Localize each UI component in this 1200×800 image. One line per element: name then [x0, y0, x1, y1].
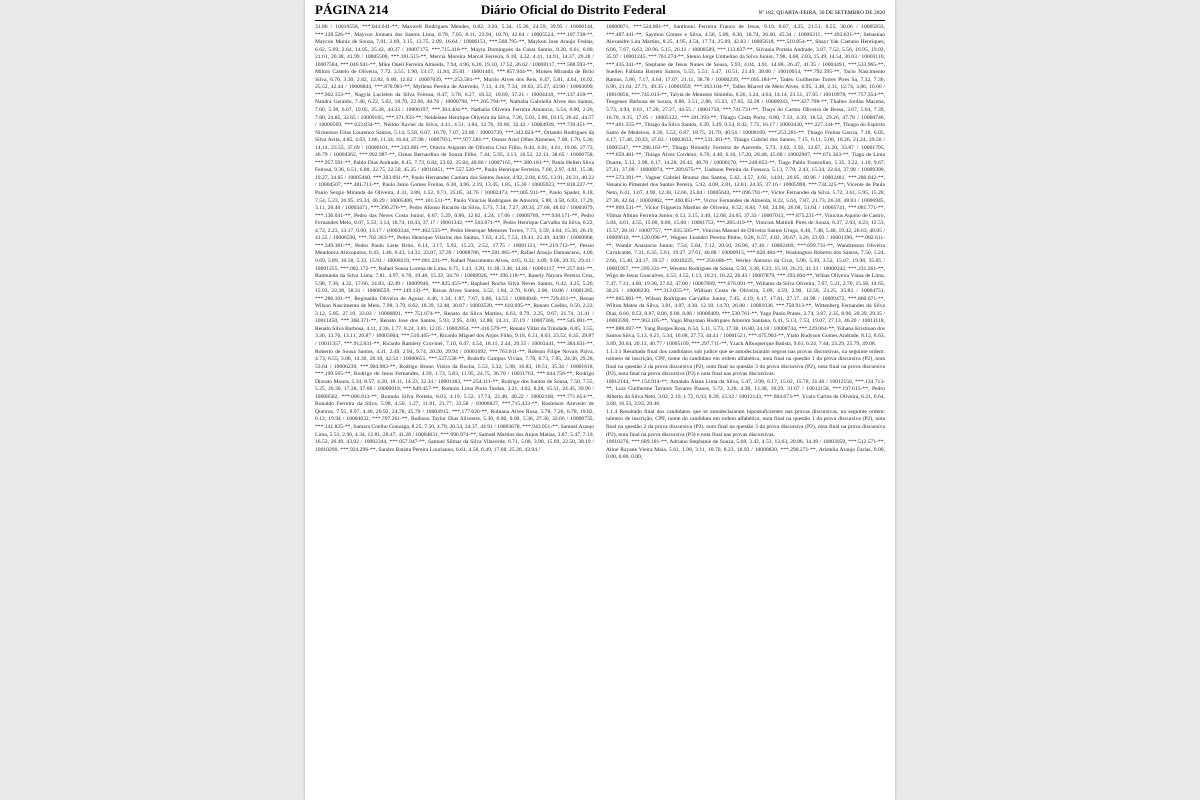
newspaper-page [305, 0, 895, 800]
section-heading-paragraph: 1.1.4 Resultado final dos candidatos que se autodeclararam hipossuficientes nas provas discursivas, na seguinte ordem: número de inscrição, CPF, nome do candidato em ordem alfabética, nota final na questão 1 da prova discursiva (P2), nota final na questão 2 da prova discursiva (P2), nota final na questão 3 da prova discursiva (P2), nota final na prova discursiva (P2), nota final na prova discursiva (P3) e nota final nas provas discursivas. [606, 408, 885, 438]
section-heading-paragraph: 1.1.3.1 Resultado final dos candidatos sub judice que se autodeclararam negros nas provas discursivas, na seguinte ordem: número de inscrição, CPF, nome do candidato em ordem alfabética, nota final na questão 1 da prova discursiva (P2), nota final na questão 2 da prova discursiva (P2), nota final na questão 3 da prova discursiva (P2), nota final na prova discursiva (P2), nota final na prova discursiva (P3) e nota final nas provas discursivas. [606, 348, 885, 378]
text-columns [315, 24, 885, 800]
paragraph: 31.86 / 10010558, ***.044.641-**, Maxwell Rodrigues Mendes, 6.82, 3.20, 5.34, 15.36, 24.59, 39.95 / 10006144, ***.128.526-**, Maycon Jonnata dos Santos Lima, 8.78, 7.05, 8.11, 23.94, 18.70, 42.64 / 10005524, ***.107.738-**, Maycon Muniz de Souza, 7.91, 2.69, 3.15, 13.75, 2.89, 16.64 / 10006151, ***.568.795-**, Maykon Jose Araujo Freitas, 6.62, 5.69, 2.64, 14.95, 25.42, 40.37 / 10007175, ***.715.418-**, Mayra Domingues da Costa Santos, 8.20, 6.61, 6.80, 21.61, 20.38, 41.99 / 10005500, ***.181.515-**, Mercia Moreira Marcal Ferreira, 6.18, 4.32, 4.41, 14.91, 14.37, 29.28 / 10007584, ***.046.941-**, Mike Oneil Ferreira Almeida, 7.94, 4.96, 6.20, 19.10, 17.52, 36.62 / 10008117, ***.508.593-**, Milton Castelo de Oliveira, 7.72, 3.55, 1.90, 13.17, 11.84, 25.01 / 10001401, ***.857.944-**, Moises Miranda de Brito Silva, 6.70, 3.30, 2.82, 12.82, 0.00, 12.82 / 10007039, ***.253.581-**, Murilo Alves dos Reis, 6.47, 5.81, 4.64, 16.92, 25.52, 42.44 / 10008844, ***.878.981-**, Myllena Pereira de Azevedo, 7.13, 4.16, 7.34, 18.63, 25.27, 43.90 / 10003699, ***.902.153-**, Nagyla Lucielen da Silva Feitosa, 8.47, 3.78, 6.27, 18.52, 18.69, 37.21 / 10004418, ***.137.418-**, Nandra Geraldo, 7.46, 6.22, 5.02, 18.70, 22.06, 40.76 / 10000798, ***.205.794-**, Nathalia Gabriella Alves dos Santos, 7.00, 5.38, 6.67, 19.05, 25.28, 44.33 / 10006197, ***.304.404-**, Nathalia Oliveira Ferreira Amancio, 5.54, 0.00, 2.26, 7.80, 24.85, 32.65 / 10009185, ***.371.933-**, Neidelane Henrique Oliveira da Silva, 7.26, 5.03, 5.86, 18.15, 26.42, 44.57 / 10000569, ***.633.834-**, Neildo Xavier da Silva, 4.41, 4.51, 3.84, 12.76, 19.66, 32.42 / 10004939, ***.739.451-**, Nickerson Elias Lourenco Santos, 5.14, 5.58, 6.07, 16.79, 7.07, 23.86 / 10003739, ***.342.024-**, Orlando Rodrigues da Silva Avila, 4.85, 4.63, 1.86, 11.34, 16.64, 27.98 / 10007931, ***.977.581-**, Osmar Ariel Olher Ximenes, 7.08, 1.70, 5.36, 14.14, 23.55, 37.69 / 10000101, ***.243.801-**, Otavio Augusto de Oliveira Cruz Filho, 8.44, 6.01, 4.61, 19.06, 27.73, 46.79 / 10004362, ***.992.987-**, Ozeas Bernardino de Souza Filho, 7.44, 5.95, 3.13, 16.52, 22.13, 38.65 / 10006758, ***.957.591-**, Pablo Dias Andrade, 8.45, 7.73, 6.84, 23.02, 25.84, 48.86 / 10007165, ***.380.181-**, Paula Hellen Silva Feitosa, 9.36, 6.51, 6.88, 22.75, 22.50, 45.25 / 10010451, ***.557.526-**, Paulo Henrique Ferreira, 7.60, 2.97, 4.81, 15.38, 19.27, 34.65 / 10005460, ***.303.091-**, Paulo Hernandes Camara dos Santos Junior, 4.92, 2.04, 6.95, 13.91, 26.31, 40.22 / 10004507, ***.481.711-**, Paulo Janio Gomes Freitas, 6.30, 4.96, 2.19, 13.45, 1.85, 15.30 / 10005923, ***.818.227-**, Paulo Sergio Miranda de Oliveira, 4.31, 3.88, 1.52, 9.71, 25.05, 34.76 / 10002473, ***.005.911-**, Paulo Spader, 8.18, 7.54, 5.23, 20.95, 19.34, 40.29 / 10005406, ***.101.511-**, Paulo Vinicius Rodrigues de Amorim, 5.88, 4.58, 6.83, 17.29, 3.11, 20.40 / 10003471, ***.396.276-**, Pedro Afonso Ricardo da Silva, 5.73, 7.34, 7.27, 20.34, 27.68, 48.02 / 10003079, ***.136.041-**, Pedro das Neves Costa Junior, 6.67, 5.29, 0.86, 12.82, 4.24, 17.06 / 10008769, ***.938.171-**, Pedro Fernandes Melo, 8.07, 5.53, 3.14, 18.74, 18.43, 37.17 / 10001342, ***.563.071-**, Pedro Henrique Carvalho da Silva, 6.22, 4.72, 2.23, 13.17, 0.00, 13.17 / 10003344, ***.462.533-**, Pedro Henrique Menezes Torres, 7.73, 3.59, 4.04, 15.36, 26.19, 41.55 / 10006590, ***.782.361-**, Pedro Henrique Vilarins dos Santos, 7.63, 4.25, 7.53, 19.41, 25.49, 44.90 / 10009968, ***.349.381-**, Pedro Paulo Leite Brito, 6.14, 3.17, 5.92, 15.23, 2.52, 17.75 / 10001123, ***.219.712-**, Pessio Mendonca Alexopulos, 6.43, 1.46, 6.43, 14.32, 23.07, 37.39 / 10008786, ***.501.065-**, Rafael Araujo Damasceno, 4.00, 0.69, 5.89, 10.58, 5.33, 15.91 / 10008219, ***.001.231-**, Rafael Nascimento Alves, 4.65, 0.32, 4.09, 9.06, 20.35, 29.41 / 10001255, ***.082.172-**, Rafael Sousa Lorena de Lima, 6.75, 1.43, 3.20, 11.38, 3.46, 14.84 / 10001117, ***.257.041-**, Raimunda da Silva Lima, 7.81, 4.97, 6.70, 19.48, 15.22, 34.70 / 10009926, ***.396.118-**, Ranely Nayara Pereira Cruz, 5.98, 7.36, 4.32, 17.66, 24.83, 42.49 / 10009946, ***.825.455-**, Raphael Rocha Silva Neves Santos, 6.42, 4.25, 5.26, 15.93, 22.38, 38.31 / 10008559, ***.149.131-**, Ravan Alves Santos, 3.52, 1.84, 2.70, 8.06, 2.00, 10.06 / 10001285, ***.286.101-**, Reginaldo Oliveira de Aguiar, 4.46, 1.34, 1.87, 7.67, 6.86, 14.53 / 10004040, ***.729.431-**, Renan Wilson Nascimento de Melo, 7.98, 3.79, 6.62, 18.39, 12.48, 30.87 / 10003520, ***.610.695-**, Renato Coelho, 0.50, 2.23, 3.12, 5.85, 27.18, 33.03 / 10006891, ***.751.674-**, Renato da Silva Martins, 6.63, 0.79, 2.25, 9.67, 21.74, 31.41 / 10011450, ***.368.371-**, Renato Jose dos Santos, 5.93, 2.95, 4.00, 12.88, 24.31, 37.19 / 10007360, ***.545.001-**, Renato Silva Barbosa, 4.11, 2.36, 1.77, 8.24, 3.81, 12.05 / 10002854, ***.416.579-**, Renato Villar da Trindade, 6.85, 3.55, 3.36, 13.76, 13.11, 26.87 / 10005604, ***.510.465-**, Ricardo Miguel dos Anjos Filho, 9.18, 6.31, 8.03, 23.52, 6.35, 29.87 / 10011357, ***.912.831-**, Ricardo Ramiery Cruvinel, 7.10, 6.47, 4.54, 18.11, 2.44, 20.55 / 10003441, ***.384.631-**, Roberto de Sousa Santos, 4.31, 2.49, 2.94, 9.74, 20.20, 29.94 / 10001692, ***.763.811-**, Robson Filipe Novais Paiva, 4.73, 6.55, 3.08, 14.36, 28.18, 42.54 / 10000651, ***.527.538-**, Rodolfo Campos Vivian, 7.78, 8.73, 7.85, 24.36, 29.28, 53.64 / 10006239, ***.904.983-**, Rodrigo Bruno Vieira da Rocha, 5.53, 5.32, 5.98, 16.83, 18.51, 35.34 / 10001618, ***.199.565-**, Rodrigo de Jesus Fernandes, 4.39, 1.73, 5.83, 11.95, 24.75, 36.70 / 10011763, ***.044.756-**, Rodrigo Diorato Moura, 5.34, 8.57, 4.20, 18.11, 14.23, 32.34 / 10001483, ***.254.111-**, Rodrigo dos Santos de Sousa, 7.50, 7.55, 5.25, 20.30, 17.38, 37.68 / 10000019, ***.649.457-**, Romulo Lima Porto Tardan, 3.21, 4.02, 8.28, 15.51, 24.45, 39.96 / 10008502, ***.086.813-**, Romulo Silva Portela, 8.03, 4.19, 5.52, 17.74, 22.48, 40.22 / 10002168, ***.771.654-**, Ronaldo Ferreira da Silva, 5.98, 4.56, 1.27, 11.81, 21.77, 33.58 / 10006827, ***.715.433-**, Rosielson Azevedo de Queiroz, 7.55, 8.97, 4.40, 20.92, 24.78, 45.70 / 10004915, ***.177.620-**, Rubiana Alves Rosa, 5.78, 7.26, 6.78, 19.82, 0.12, 19.94 / 10004632, ***.707.261-**, Rudison Taylor Dias Silvestre, 5.36, 0.00, 0.00, 5.36, 27.30, 32.66 / 10000735, ***.141.835-**, Samara Coelho Gonzaga, 8.25, 7.50, 4.79, 20.54, 24.37, 44.91 / 10003678, ***.943.051-**, Samuel Araujo Lima, 5.51, 2.96, 4.34, 12.81, 28.47, 41.28 / 10004831, ***.096.974-**, Samuel Martins dos Anjos Matias, 3.87, 5.47, 7.19, 16.53, 26.49, 43.02 / 10002344, ***.057.947-**, Samuel Silmar da Silva Vilaverde, 6.71, 5.08, 3.90, 15.69, 22.50, 38.19 / 10010290, ***.924.296-**, Sandro Batista Pereira Lourianno, 6.61, 4.58, 6.49, 17.68, 25.26, 42.94 / [315, 24, 594, 453]
paragraph: 10010276, ***.689.181-**, Adriano Stephanie de Souza, 5.68, 3.42, 4.53, 13.63, 20.86, 34.49 / 10003959, ***.512.571-**, Aline Rayane Vieira Maia, 5.61, 1.98, 3.11, 10.70, 8.23, 18.93 / 10000820, ***.290.271-**, Aristelia Araujo Farias, 0.00, 0.00, 0.00, 0.00, [606, 439, 885, 461]
edition-info: Nº 182, QUARTA-FEIRA, 30 DE SETEMBRO DE 2020 [758, 10, 885, 16]
paragraph: 10000871, ***.524.801-**, Santinoni Ferreira Franco de Jesus, 9.19, 8.07, 4.25, 21.51, 8.55, 30.06 / 10005833, ***.487.441-**, Saymon Gomes e Silva, 4.58, 5.80, 8.36, 18.74, 26.60, 45.34 / 10006311, ***.493.631-**, Sebastiao Alexandre Lira Martins, 8.25, 4.95, 4.54, 17.74, 25.09, 42.83 / 10005618, ***.510.854-**, Shayr Yak Caetano Henriques, 6.66, 7.67, 6.63, 20.96, 5.15, 26.11 / 10008589, ***.113.837-**, Silvania Portela Andrade, 3.87, 7.52, 5.56, 16.95, 19.02, 35.97 / 10001245, ***.761.274-**, Stenio Jorge Umbelino da Silva Junior, 7.98, 4.68, 2.83, 15.49, 14.54, 30.03 / 10003110, ***.435.341-**, Stephane de Jesus Nunes de Sousa, 5.93, 4.04, 4.91, 14.88, 26.47, 41.35 / 10004491, ***.533.965-**, Suellen Fabiana Barreto Santos, 5.53, 5.51, 5.47, 16.51, 21.49, 38.00 / 10010054, ***.792.395-**, Tacio Nascimento Ramos, 5.86, 7.17, 4.64, 17.67, 21.11, 38.78 / 10000239, ***.095.184-**, Tadeu Guilherme Torres Pires Sa, 7.32, 7.36, 6.96, 21.64, 27.71, 49.35 / 10001859, ***.383.104-**, Talles Rhavel de Melo Alves, 6.95, 3.48, 2.31, 12.74, 3.86, 16.60 / 10010856, ***.745.013-**, Talyta de Menezes Sinimbu, 6.26, 3.24, 4.64, 14.14, 23.51, 37.65 / 10010978, ***.757.354-**, Teogenes Barbosa de Souza, 8.86, 3.51, 2.86, 15.23, 17.05, 32.28 / 10006943, ***.427.708-**, Thalles Jordao Macena, 5.73, 4.94, 6.61, 17.28, 27.27, 44.55 / 10001758, ***.741.731-**, Thays do Carmo Oliveira de Bessa, 3.67, 5.64, 7.39, 16.70, 0.35, 17.05 / 10005122, ***.181.393-**, Thiago Costa Porto, 6.80, 7.33, 4.39, 18.52, 29.26, 47.78 / 10008746, ***.461.555-**, Thiago da Silva Santos, 4.39, 3.49, 0.54, 8.42, 7.75, 16.17 / 10003430, ***.227.334-**, Thiago do Espirito Santo de Medeiros, 6.36, 5.52, 6.87, 18.75, 21.79, 40.54 / 10008109, ***.253.281-**, Thiago Freitas Garcia, 7.18, 6.05, 4.17, 17.40, 20.43, 37.83 / 10003633, ***.531.381-**, Thiago Gabriel dos Santos, 7.15, 6.11, 5.00, 18.26, 21.24, 39.50 / 10005547, ***.286.163-**, Thiago Ronielly Ferreira de Azevedo, 5.73, 3.02, 3.92, 12.67, 21.20, 33.87 / 10001795, ***.659.401-**, Thiago Alves Cordeiro, 6.70, 4.40, 6.10, 17.20, 28.48, 45.68 / 10002907, ***.671.363-**, Tiago de Lima Duarte, 5.13, 2.98, 6.17, 14.28, 26.42, 40.70 / 10000170, ***.240.853-**, Tiago Pablo Francelino, 5.35, 3.22, 1.10, 9.67, 27.41, 37.08 / 10008974, ***.289.675-**, Uadsson Pereira da Fonseca, 5.13, 7.78, 2.43, 15.34, 22.64, 37.98 / 10009390, ***.573.391-**, Vagner Gabriel Brauna dos Santos, 5.42, 4.57, 4.02, 14.01, 26.95, 40.96 / 10002481, ***.280.042-**, Venancio Pimentel dos Santos Pereira, 5.92, 4.08, 2.81, 12.81, 24.35, 37.16 / 10005998, ***.734.325-**, Vicente de Paula Neto, 6.41, 1.07, 4.90, 12.38, 12.66, 25.04 / 10005643, ***.096.791-**, Victor Fernandes da Silva, 5.72, 3.61, 5.95, 15.28, 27.36, 42.64 / 10002062, ***.460.851-**, Victor Fernandes de Almeida, 8.22, 5.64, 7.87, 21.73, 26.30, 48.03 / 10006945, ***.869.531-**, Victor Filgueira Martins de Oliveira, 8.52, 8.84, 7.60, 24.96, 26.68, 51.64 / 10005741, ***.081.771-**, Vilmar Albino Ferreira Junior, 6.13, 3.15, 3.40, 12.68, 24.65, 37.33 / 10007013, ***.875.231-**, Vinicius Aquino de Castro, 5.84, 4.61, 4.55, 15.00, 0.00, 15.00 / 10001753, ***.285.419-**, Vinicius Mattioli Pires de Souza, 6.27, 2.03, 4.23, 12.53, 15.57, 28.10 / 10007757, ***.035.505-**, Vinicius Manuel de Oliveira Santos Uruga, 6.46, 7.48, 5.48, 19.42, 28.63, 48.05 / 10009610, ***.120.096-**, Wagner Leandro Pereira Pinho, 9.28, 6.57, 4.82, 20.67, 3.26, 23.93 / 10001390, ***.082.611-**, Wandir Anastacio Junior, 7.54, 5.84, 7.12, 20.50, 26.96, 47.46 / 10002469, ***.699.731-**, Wandresson Oliveira Cavalcante, 7.31, 6.35, 5.61, 19.27, 27.61, 46.88 / 10000915, ***.020.484-**, Washington Roberto dos Santos, 7.50, 5.24, 2.66, 15.40, 24.17, 39.57 / 10010225, ***.250.686-**, Werley Antonio da Cruz, 5.96, 5.39, 3.52, 15.07, 19.98, 35.05 / 10001957, ***.599.331-**, Weumo Rodrigues de Sousa, 5.50, 3.38, 6.22, 15.10, 26.23, 41.33 / 10000242, ***.231.261-**, Wigo de Jesus Goncalves, 4.53, 4.55, 1.13, 10.21, 16.22, 26.43 / 10007879, ***.393.604-**, Wilias Oliveira Viana de Lima, 7.47, 7.31, 4.60, 19.38, 27.62, 47.00 / 10007689, ***.676.091-**, Willams da Silva Oliveira, 7.67, 5.21, 2.70, 15.58, 14.65, 30.23 / 10008230, ***.312.055-**, William Costa de Oliveira, 5.09, 4.59, 2.90, 12.58, 23.25, 35.83 / 10004751, ***.865.001-**, Wilson Rodrigues Carvalho Junior, 7.45, 4.19, 6.17, 17.81, 27.17, 44.98 / 10009472, ***.860.671-**, Wilton Matos da Silva, 3.81, 4.07, 4.30, 12.18, 14.70, 26.88 / 10001036, ***.758.913-**, Wittenberg Fernandes da Silva Dias, 6.66, 0.53, 0.87, 8.06, 0.00, 8.06 / 10000409, ***.530.761-**, Yago Paolo Prates, 2.74, 3.87, 2.35, 8.96, 20.39, 29.35 / 10003590, ***.963.105-**, Yago Rhayman Rodrigues Amorim Santana, 6.41, 5.13, 7.53, 19.07, 27.13, 46.20 / 10011118, ***.888.697-**, Yang Borges Rosa, 6.54, 5.11, 5.73, 17.38, 16.80, 34.18 / 10008744, ***.229.064-**, Yohana Kristinan dos Santos Silva, 5.13, 6.21, 5.34, 16.68, 27.73, 44.41 / 10001521, ***.475.903-**, Ytalo Rudyson Gomes Andrade, 8.12, 8.63, 3.89, 20.64, 20.13, 40.77 / 10005169, ***.297.711-**, Yzack Albuquerque Batista, 9.61, 6.24, 7.44, 23.29, 25.79, 49.08. [606, 24, 885, 347]
left-column [315, 24, 594, 800]
journal-title: Diário Oficial do Distrito Federal [480, 2, 666, 17]
page-number: PÁGINA 214 [315, 2, 389, 17]
right-column [606, 24, 885, 800]
page-header [315, 2, 885, 21]
paragraph: 10012144, ***.154.914-**, Amanda Alana Lima da Silva, 5.47, 3.98, 6.17, 15.62, 15.78, 31.40 / 10012156, ***.134.713-**, Luiz Guilherme Tavares Tavares Passos, 5.72, 3.28, 4.38, 13.38, 18.29, 31.67 / 10012158, ***.197.613-**, Pedro Alberto da Silva Neto, 3.02, 2.19, 1.72, 6.93, 8.39, 15.32 / 10012143, ***.684.673-**, Ycaro Carlos de Oliveira, 6.21, 6.64, 3.68, 16.53, 3.93, 20.46. [606, 378, 885, 408]
